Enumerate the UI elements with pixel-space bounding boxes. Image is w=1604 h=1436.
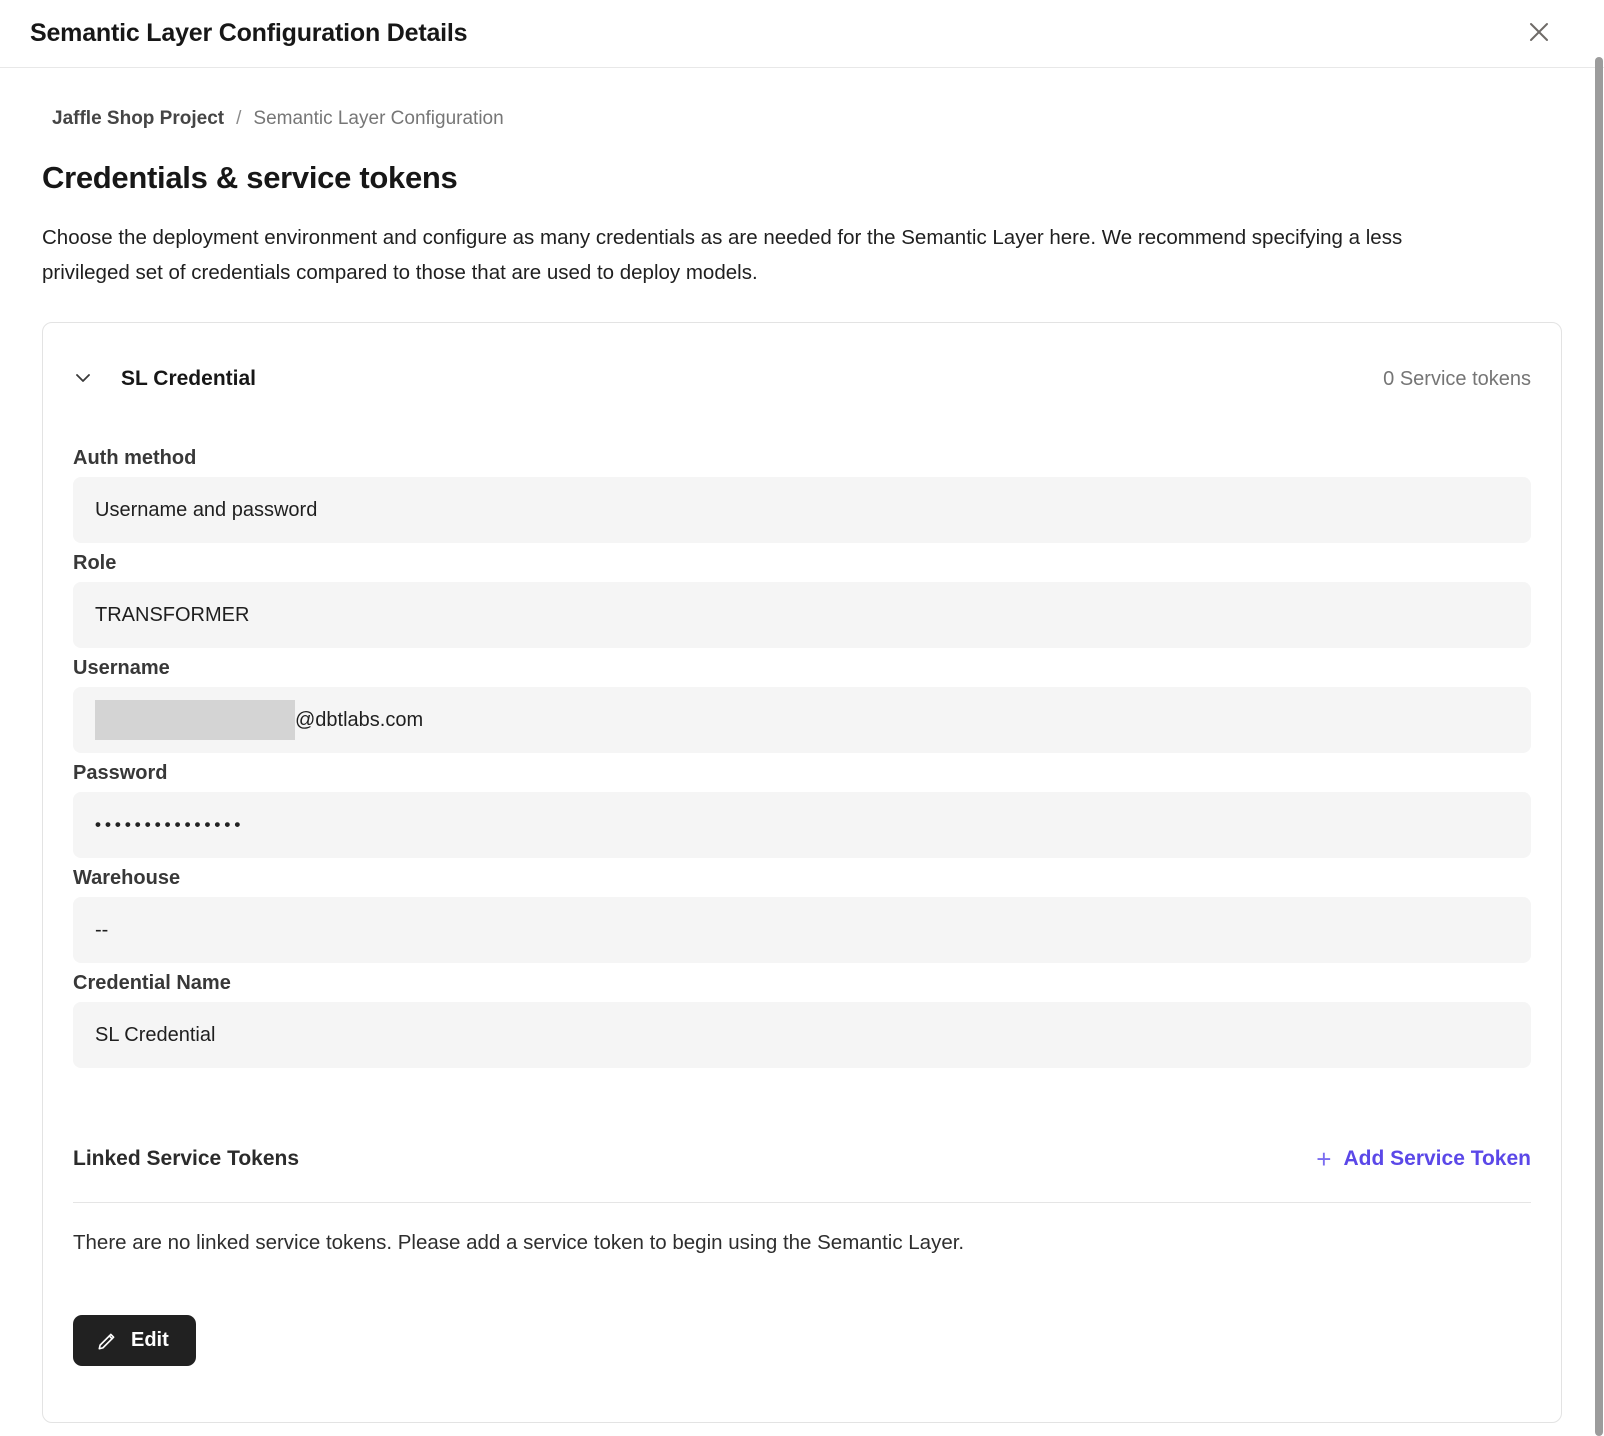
section-divider xyxy=(73,1202,1531,1203)
linked-service-tokens-header xyxy=(73,1146,1531,1172)
edit-button[interactable] xyxy=(73,1315,196,1366)
username-domain-text: @dbtlabs.com xyxy=(295,708,424,731)
credential-card xyxy=(42,322,1562,1423)
breadcrumb-separator: / xyxy=(236,108,242,129)
page-description: Choose the deployment environment and configure as many credentials as are needed for the Semantic Layer here. We recommend specifying a less privileged set of credentials compared to those that are used to deploy models. xyxy=(42,226,1403,284)
breadcrumb xyxy=(52,108,1562,130)
edit-button-label: Edit xyxy=(131,1329,169,1351)
credential-name-heading: SL Credential xyxy=(121,367,256,390)
warehouse-value-text: -- xyxy=(95,918,109,941)
redacted-username-block xyxy=(95,700,295,740)
field-credential-name xyxy=(73,972,1531,1068)
credential-fields xyxy=(73,447,1531,1068)
auth-method-value-text: Username and password xyxy=(95,498,318,521)
field-auth-method xyxy=(73,447,1531,543)
auth-method-value xyxy=(73,477,1531,543)
breadcrumb-project-link[interactable]: Jaffle Shop Project xyxy=(52,108,225,129)
field-role xyxy=(73,552,1531,648)
service-tokens-count: 0 Service tokens xyxy=(1383,367,1531,390)
collapse-toggle[interactable] xyxy=(73,369,93,389)
username-label: Username xyxy=(73,657,170,679)
close-button[interactable] xyxy=(1522,17,1556,51)
role-value xyxy=(73,582,1531,648)
password-masked-text: ••••••••••••••• xyxy=(95,815,245,834)
warehouse-label: Warehouse xyxy=(73,867,181,889)
role-label: Role xyxy=(73,552,117,574)
pencil-icon xyxy=(96,1330,118,1352)
credential-name-value xyxy=(73,1002,1531,1068)
plus-icon: + xyxy=(1316,1144,1332,1174)
empty-tokens-message: There are no linked service tokens. Please add a service token to begin using the Semantic Layer. xyxy=(73,1231,965,1254)
password-value xyxy=(73,792,1531,858)
modal-header xyxy=(0,0,1604,68)
username-value xyxy=(73,687,1531,753)
add-service-token-button[interactable] xyxy=(1316,1146,1531,1172)
field-password xyxy=(73,762,1531,858)
warehouse-value xyxy=(73,897,1531,963)
credential-card-header xyxy=(73,353,1531,391)
role-value-text: TRANSFORMER xyxy=(95,603,250,626)
modal-title: Semantic Layer Configuration Details xyxy=(30,19,468,47)
vertical-scrollbar[interactable] xyxy=(1595,57,1603,1436)
page-title: Credentials & service tokens xyxy=(42,160,458,195)
auth-method-label: Auth method xyxy=(73,447,197,469)
modal-body xyxy=(0,68,1604,1423)
credential-name-label: Credential Name xyxy=(73,972,231,994)
add-service-token-label: Add Service Token xyxy=(1343,1147,1531,1170)
field-warehouse xyxy=(73,867,1531,963)
field-username xyxy=(73,657,1531,753)
linked-service-tokens-title: Linked Service Tokens xyxy=(73,1147,300,1170)
breadcrumb-current: Semantic Layer Configuration xyxy=(253,108,504,129)
credential-name-value-text: SL Credential xyxy=(95,1023,216,1046)
close-icon xyxy=(1525,18,1553,49)
password-label: Password xyxy=(73,762,168,784)
chevron-down-icon xyxy=(73,368,93,391)
